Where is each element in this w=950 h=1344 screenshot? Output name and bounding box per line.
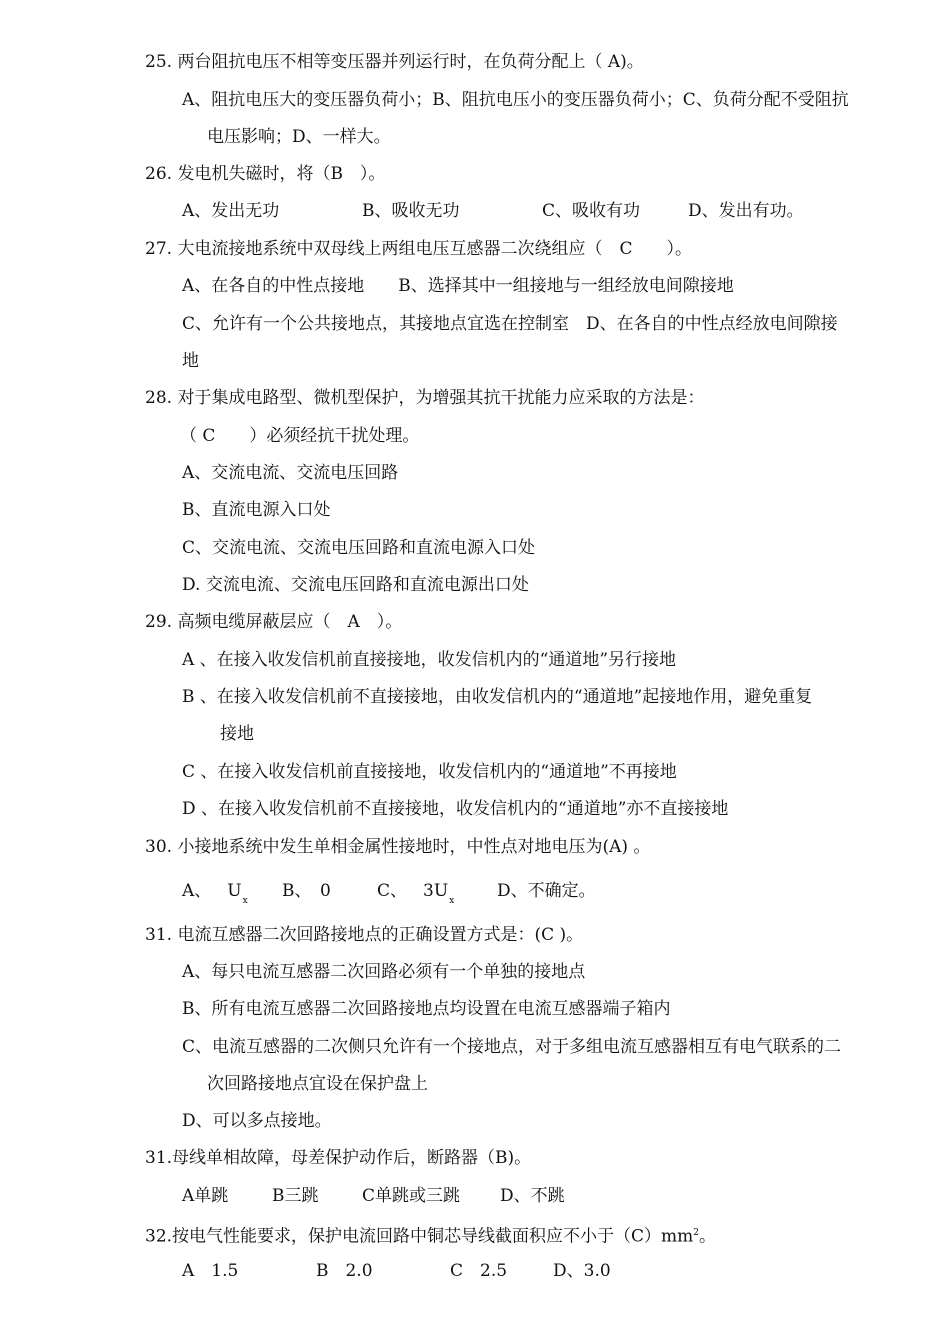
q25-options-line2: 电压影响；D、一样大。	[207, 127, 391, 147]
q31a-option-a: A、每只电流互感器二次回路必须有一个单独的接地点	[182, 962, 586, 982]
q31a-option-d: D、可以多点接地。	[182, 1111, 332, 1131]
q30-option-b: B、 0	[282, 881, 331, 901]
q25-options-line1: A、阻抗电压大的变压器负荷小；B、阻抗电压小的变压器负荷小；C、负荷分配不受阻抗	[182, 90, 849, 110]
q30-option-c-label: C、	[377, 881, 408, 901]
q32-stem	[145, 1222, 716, 1248]
q31b-option-b: B三跳	[272, 1186, 319, 1206]
q26-option-c: C、吸收有功	[542, 201, 641, 221]
q32-option-d: D、3.0	[553, 1261, 611, 1281]
q30-option-c	[377, 880, 454, 912]
q27-options-line3: 地	[182, 351, 199, 371]
q32-option-a: A 1.5	[182, 1261, 239, 1281]
q26-stem: 26. 发电机失磁时，将（B ）。	[145, 164, 386, 184]
q31b-option-a: A单跳	[182, 1186, 229, 1206]
q27-stem: 27. 大电流接地系统中双母线上两组电压互感器二次绕组应（ C ）。	[145, 239, 692, 259]
q32-option-c: C 2.5	[450, 1261, 508, 1281]
q31a-stem: 31. 电流互感器二次回路接地点的正确设置方式是：(C )。	[145, 925, 584, 945]
q28-option-c: C、交流电流、交流电压回路和直流电源入口处	[182, 538, 536, 558]
q26-option-d: D、发出有功。	[688, 201, 804, 221]
q28-option-b: B、直流电源入口处	[182, 500, 331, 520]
q32-option-b: B 2.0	[316, 1261, 373, 1281]
q29-option-a: A 、在接入收发信机前直接接地，收发信机内的“通道地”另行接地	[182, 650, 677, 670]
q30-stem: 30. 小接地系统中发生单相金属性接地时，中性点对地电压为(A) 。	[145, 837, 651, 857]
q31a-option-c-line1: C、电流互感器的二次侧只允许有一个接地点，对于多组电流互感器相互有电气联系的二	[182, 1037, 842, 1057]
q28-option-a: A、交流电流、交流电压回路	[182, 463, 399, 483]
q30-option-a	[182, 880, 248, 912]
q28-stem: 28. 对于集成电路型、微机型保护，为增强其抗干扰能力应采取的方法是：	[145, 388, 705, 408]
q29-option-c: C 、在接入收发信机前直接接地，收发信机内的“通道地”不再接地	[182, 762, 677, 782]
q29-option-d: D 、在接入收发信机前不直接接地，收发信机内的“通道地”亦不直接接地	[182, 799, 729, 819]
q30-option-a-label: A、	[182, 881, 212, 901]
q30-option-c-value: 3U	[423, 881, 449, 901]
q28-stem-continued: （ C ）必须经抗干扰处理。	[180, 426, 420, 446]
q29-option-b-line1: B 、在接入收发信机前不直接接地，由收发信机内的“通道地”起接地作用，避免重复	[182, 687, 813, 707]
q26-option-a: A、发出无功	[182, 201, 280, 221]
q32-stem-superscript: 2	[693, 1228, 700, 1238]
q30-option-a-subscript: x	[242, 896, 248, 906]
q25-stem: 25. 两台阻抗电压不相等变压器并列运行时，在负荷分配上（ A)。	[145, 52, 644, 72]
q27-options-line1: A、在各自的中性点接地 B、选择其中一组接地与一组经放电间隙接地	[182, 276, 734, 296]
q32-stem-end: 。	[699, 1226, 717, 1247]
q32-stem-text: 32.按电气性能要求，保护电流回路中铜芯导线截面积应不小于（C）mm	[145, 1226, 694, 1247]
q30-option-a-value: U	[227, 881, 242, 901]
q27-options-line2: C、允许有一个公共接地点，其接地点宜选在控制室 D、在各自的中性点经放电间隙接	[182, 314, 838, 334]
q31a-option-c-line2: 次回路接地点宜设在保护盘上	[207, 1074, 428, 1094]
q31b-stem: 31.母线单相故障，母差保护动作后，断路器（B)。	[145, 1148, 532, 1168]
q28-option-d: D. 交流电流、交流电压回路和直流电源出口处	[182, 575, 529, 595]
q31b-option-c: C单跳或三跳	[362, 1186, 461, 1206]
q29-option-b-line2: 接地	[220, 724, 254, 744]
q31a-option-b: B、所有电流互感器二次回路接地点均设置在电流互感器端子箱内	[182, 999, 671, 1019]
q30-option-c-subscript: x	[449, 896, 455, 906]
q30-option-d: D、不确定。	[497, 881, 596, 901]
q26-option-b: B、吸收无功	[362, 201, 460, 221]
q29-stem: 29. 高频电缆屏蔽层应（ A ）。	[145, 612, 403, 632]
q31b-option-d: D、不跳	[500, 1186, 565, 1206]
